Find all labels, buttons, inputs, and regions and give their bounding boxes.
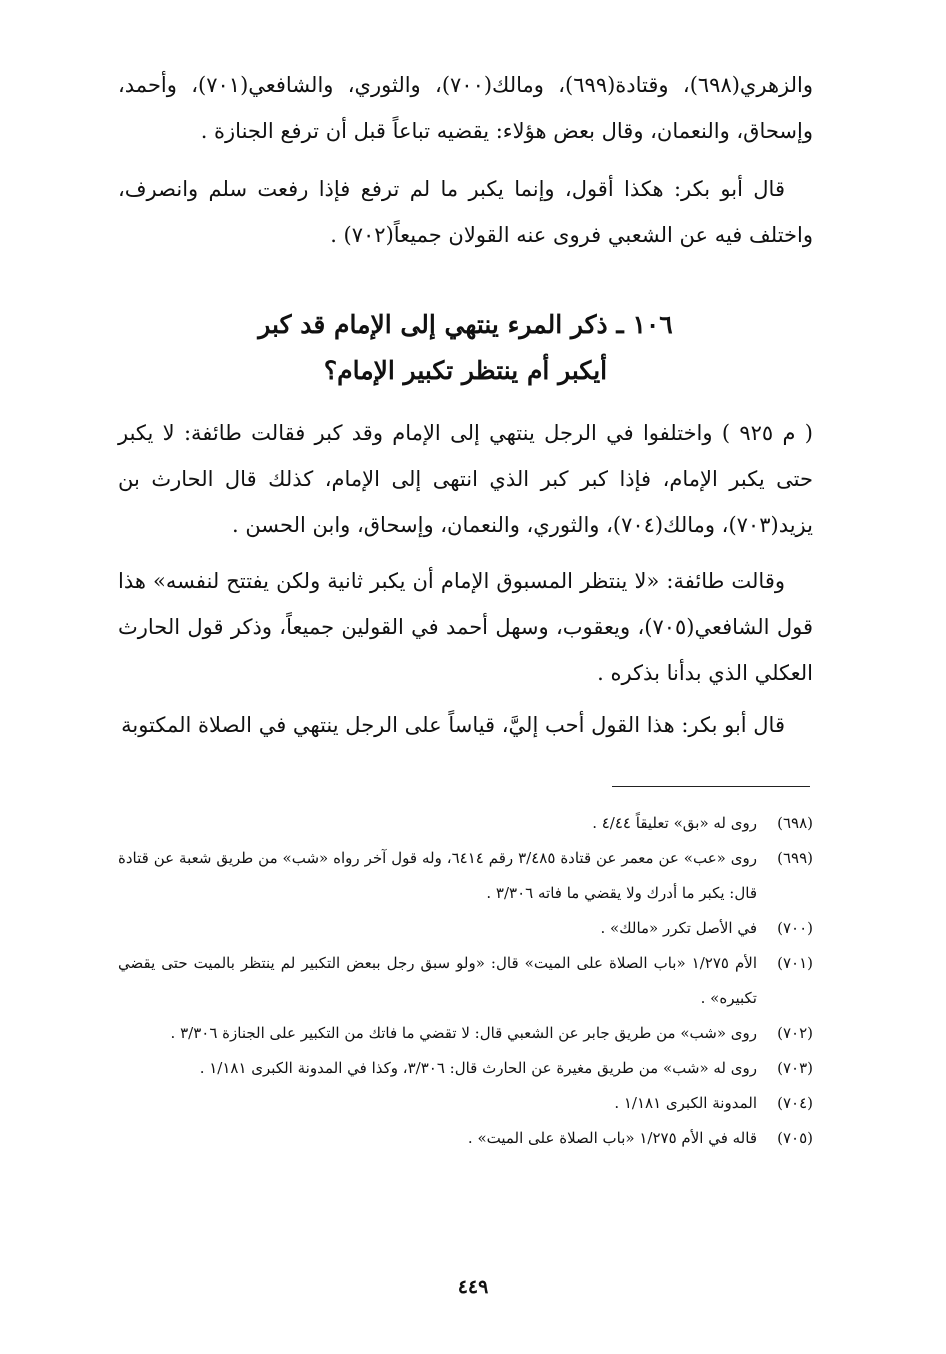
footnote-text: روى له «شب» من طريق مغيرة عن الحارث قال: ٣/٣٠٦، وكذا في المدونة الكبرى ١/١٨١ .: [199, 1059, 757, 1077]
footnote-number: (٧٠١): [777, 954, 813, 972]
footnotes-section: [118, 806, 813, 1156]
footnote-number: (٧٠٥): [777, 1129, 813, 1147]
footnote-text: روى له «بق» تعليقاً ٤/٤٤ .: [592, 814, 757, 832]
footnote: [118, 1086, 813, 1121]
paragraph-5-container: [118, 702, 813, 748]
paragraph-1-container: [118, 62, 813, 154]
footnote: [118, 841, 813, 911]
footnote-text: المدونة الكبرى ١/١٨١ .: [614, 1094, 757, 1112]
paragraph-4-container: [118, 558, 813, 696]
footnote-number: (٧٠٣): [777, 1059, 813, 1077]
page-number: ٤٤٩: [457, 1276, 489, 1298]
chapter-heading-line-1: ١٠٦ ـ ذكر المرء ينتهي إلى الإمام قد كبر: [258, 310, 673, 339]
footnote: [118, 806, 813, 841]
paragraph-4: وقالت طائفة: «لا ينتظر المسبوق الإمام أن يكبر ثانية ولكن يفتتح لنفسه» هذا قول الشافعي(٧٠٥)، ويعقوب، وسهل أحمد في القولين جميعاً، وذكر قول الحارث العكلي الذي بدأنا بذكره .: [118, 569, 813, 685]
footnote: [118, 946, 813, 1016]
footnote-number: (٦٩٩): [777, 849, 813, 867]
footnote-text: قاله في الأم ١/٢٧٥ «باب الصلاة على الميت» .: [467, 1129, 757, 1147]
footnote-number: (٧٠٠): [777, 919, 813, 937]
footnote-number: (٧٠٤): [777, 1094, 813, 1112]
footnote: [118, 1121, 813, 1156]
footnote-separator: [612, 786, 810, 787]
chapter-heading: [118, 302, 813, 394]
footnote: [118, 1051, 813, 1086]
footnote-text: روى «عب» عن معمر عن قتادة ٣/٤٨٥ رقم ٦٤١٤، وله قول آخر رواه «شب» من طريق شعبة عن قتادة قال: يكبر ما أدرك ولا يقضي ما فاته ٣/٣٠٦ .: [118, 849, 757, 902]
footnote-text: في الأصل تكرر «مالك» .: [600, 919, 757, 937]
chapter-heading-line-2: أيكبر أم ينتظر تكبير الإمام؟: [323, 356, 608, 385]
footnote-text: روى «شب» من طريق جابر عن الشعبي قال: لا تقضي ما فاتك من التكبير على الجنازة ٣/٣٠٦ .: [170, 1024, 757, 1042]
paragraph-2-container: [118, 166, 813, 258]
paragraph-1: والزهري(٦٩٨)، وقتادة(٦٩٩)، ومالك(٧٠٠)، والثوري، والشافعي(٧٠١)، وأحمد، وإسحاق، والنعمان، وقال بعض هؤلاء: يقضيه تباعاً قبل أن ترفع الجنازة .: [118, 73, 813, 143]
paragraph-2: قال أبو بكر: هكذا أقول، وإنما يكبر ما لم ترفع فإذا رفعت سلم وانصرف، واختلف فيه عن الشعبي فروى عنه القولان جميعاً(٧٠٢) .: [118, 177, 813, 247]
footnote-number: (٦٩٨): [777, 814, 813, 832]
footnote-number: (٧٠٢): [777, 1024, 813, 1042]
footnote: [118, 1016, 813, 1051]
footnote-text: الأم ١/٢٧٥ «باب الصلاة على الميت» قال: «ولو سبق رجل ببعض التكبير لم ينتظر بالميت حتى يقضي تكبيره» .: [118, 954, 757, 1007]
paragraph-3-container: [118, 410, 813, 548]
paragraph-5: قال أبو بكر: هذا القول أحب إليَّ، قياساً على الرجل ينتهي في الصلاة المكتوبة: [121, 713, 785, 737]
footnote: [118, 911, 813, 946]
paragraph-3: ( م ٩٢٥ ) واختلفوا في الرجل ينتهي إلى الإمام وقد كبر فقالت طائفة: لا يكبر حتى يكبر الإمام، فإذا كبر كبر الذي انتهى إلى الإمام، كذلك قال الحارث بن يزيد(٧٠٣)، ومالك(٧٠٤)، والثوري، والنعمان، وإسحاق، وابن الحسن .: [118, 421, 813, 537]
